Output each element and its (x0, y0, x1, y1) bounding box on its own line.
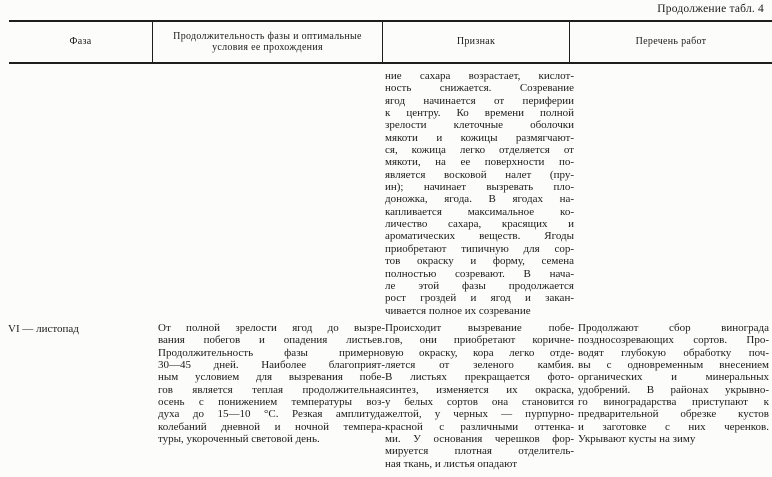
phase-cell: VI — листопад (8, 323, 79, 335)
header-cell-works: Перечень работ (635, 36, 707, 48)
works-cell: Продолжают сбор винограда поздносозревающих сортов. Про- водят глубокую обработку поч- вы с одновременным внесением органических и минеральных удобрений. В районах укрывно- го виноградарства приступают к предварительной обрезке кустов и заготовке с них черенков. Укрывают кусты на зиму (578, 322, 769, 446)
header-cell-sign: Признак (383, 22, 570, 62)
header-cell-duration: Продолжительность фазы и оптимальные условия ее прохождения (152, 22, 383, 62)
header-cell-phase: Фаза (69, 36, 92, 48)
table-continuation-label: Продолжение табл. 4 (657, 3, 764, 15)
table-body (0, 64, 772, 477)
duration-cell: От полной зрелости ягод до вызре- вания побегов и опадения листьев. Продолжительность фазы примерно 30—45 дней. Наиболее благоприят- ным условием для вызревания побе- гов является теплая продолжительная осень с понижением температуры воз- духа до 15—10 °С. Резкая амплитуда колебаний дневной и ночной темпера- туры, укороченный световой день. (158, 322, 385, 446)
table-header-row (9, 20, 772, 64)
sign-column-carryover-text: ние сахара возрастает, кислот- ность снижается. Созревание ягод начинается от периферии к центру. Ко времени полной зрелости клеточные оболочки мякоти и кожицы размягчают- ся, кожица легко отделяется от мякоти, на ее поверхности по- является восковой налет (пру- ин); начинает вызревать пло- доножка, ягода. В ягодах на- капливается максимальное ко- личество сахара, красящих и ароматических веществ. Ягоды приобретают типичную для сор- тов окраску и форму, семена полностью созревают. В нача- ле этой фазы продолжается рост гроздей и ягод и закан- чивается полное их созревание (385, 70, 574, 317)
sign-cell: Происходит вызревание побе- гов, они приобретают коричне- вую окраску, кора легко отде- ляется от зеленого камбия. В листьях прекращается фото- синтез, изменяется их окраска, у белых сортов она становится желтой, у черных — пурпурно- красной с различными оттенка- ми. У основания черешков фор- мируется плотная отделитель- ная ткань, и листья опадают (385, 322, 574, 470)
